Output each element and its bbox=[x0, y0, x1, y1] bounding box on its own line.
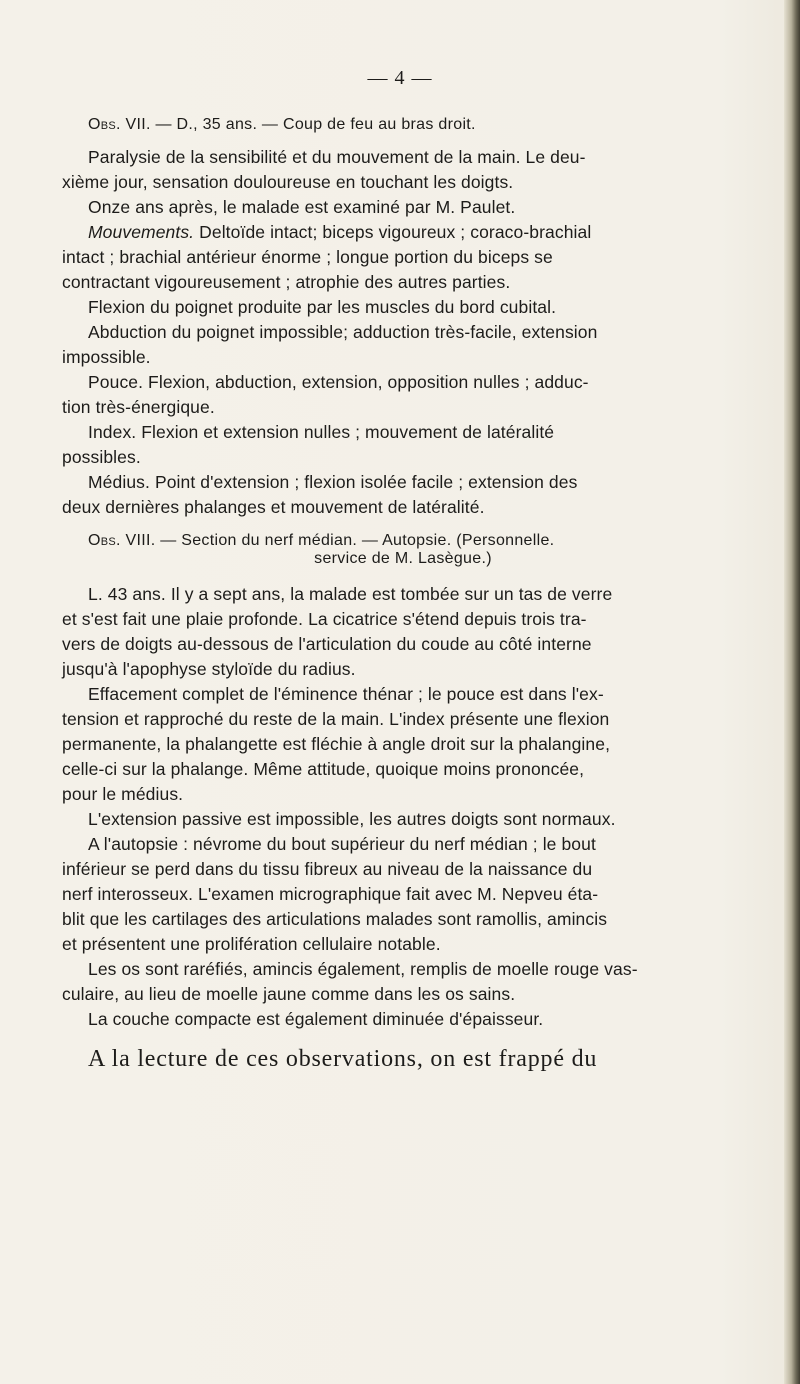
text-line: et présentent une prolifération cellulaire notable. bbox=[62, 934, 441, 954]
obs8-label: Obs. VIII. bbox=[88, 532, 156, 549]
text-line: L. 43 ans. Il y a sept ans, la malade est tombée sur un tas de verre bbox=[88, 584, 613, 604]
text-line: jusqu'à l'apophyse styloïde du radius. bbox=[62, 659, 356, 679]
text-line: nerf interosseux. L'examen micrographique fait avec M. Nepveu éta- bbox=[62, 884, 599, 904]
obs8-heading bbox=[88, 532, 738, 568]
text-line: Abduction du poignet impossible; adduction très-facile, extension bbox=[88, 322, 598, 342]
obs7-paragraph-8 bbox=[62, 470, 752, 520]
obs7-paragraph-7 bbox=[62, 420, 752, 470]
page-number: — 4 — bbox=[367, 67, 433, 89]
obs7-paragraph-6 bbox=[62, 370, 752, 420]
text-line: Paralysie de la sensibilité et du mouvement de la main. Le deu- bbox=[88, 147, 586, 167]
text-line: pour le médius. bbox=[62, 784, 184, 804]
text-line: Médius. Point d'extension ; flexion isolée facile ; extension des bbox=[88, 472, 578, 492]
obs8-heading-line2: service de M. Lasègue.) bbox=[314, 550, 492, 567]
text-line: permanente, la phalangette est fléchie à angle droit sur la phalangine, bbox=[62, 734, 611, 754]
text-line: xième jour, sensation douloureuse en touchant les doigts. bbox=[62, 172, 514, 192]
text-line: A l'autopsie : névrome du bout supérieur du nerf médian ; le bout bbox=[88, 834, 596, 854]
text-line: contractant vigoureusement ; atrophie des autres parties. bbox=[62, 272, 511, 292]
text-line: vers de doigts au-dessous de l'articulation du coude au côté interne bbox=[62, 634, 592, 654]
text-line: intact ; brachial antérieur énorme ; longue portion du biceps se bbox=[62, 247, 553, 267]
obs8-paragraph-5 bbox=[62, 957, 752, 1007]
text-line: tion très-énergique. bbox=[62, 397, 215, 417]
text-line: deux dernières phalanges et mouvement de latéralité. bbox=[62, 497, 485, 517]
text-line: Onze ans après, le malade est examiné par M. Paulet. bbox=[88, 197, 516, 217]
obs8-heading-line1: — Section du nerf médian. — Autopsie. (Personnelle. bbox=[160, 532, 555, 549]
text-line: Deltoïde intact; biceps vigoureux ; coraco-brachial bbox=[199, 222, 592, 242]
obs8-paragraph-3 bbox=[62, 807, 752, 832]
obs7-paragraph-5 bbox=[62, 320, 752, 370]
text-line: possibles. bbox=[62, 447, 141, 467]
obs7-paragraph-2 bbox=[62, 195, 752, 220]
obs7-heading bbox=[88, 116, 748, 134]
obs8-paragraph-1 bbox=[62, 582, 752, 682]
text-line: et s'est fait une plaie profonde. La cicatrice s'étend depuis trois tra- bbox=[62, 609, 587, 629]
text-line: Index. Flexion et extension nulles ; mouvement de latéralité bbox=[88, 422, 555, 442]
text-line: impossible. bbox=[62, 347, 151, 367]
text-line: blit que les cartilages des articulations malades sont ramollis, amincis bbox=[62, 909, 608, 929]
text-line: Effacement complet de l'éminence thénar ; le pouce est dans l'ex- bbox=[88, 684, 604, 704]
obs7-label: Obs. VII. bbox=[88, 116, 151, 133]
obs8-paragraph-2 bbox=[62, 682, 752, 807]
obs7-paragraph-3 bbox=[62, 220, 752, 295]
text-line: Pouce. Flexion, abduction, extension, opposition nulles ; adduc- bbox=[88, 372, 589, 392]
text-line: La couche compacte est également diminuée d'épaisseur. bbox=[88, 1009, 544, 1029]
obs7-paragraph-1 bbox=[62, 145, 752, 195]
text-line: L'extension passive est impossible, les autres doigts sont normaux. bbox=[88, 809, 616, 829]
text-line: inférieur se perd dans du tissu fibreux au niveau de la naissance du bbox=[62, 859, 593, 879]
obs8-paragraph-6 bbox=[62, 1007, 752, 1032]
obs8-paragraph-4 bbox=[62, 832, 752, 957]
obs7-paragraph-4 bbox=[62, 295, 752, 320]
obs7-heading-text: — D., 35 ans. — Coup de feu au bras droit. bbox=[155, 116, 476, 133]
text-line: culaire, au lieu de moelle jaune comme dans les os sains. bbox=[62, 984, 516, 1004]
text-line: Flexion du poignet produite par les muscles du bord cubital. bbox=[88, 297, 557, 317]
page-edge-shadow bbox=[784, 0, 800, 1384]
text-line: Les os sont raréfiés, amincis également, remplis de moelle rouge vas- bbox=[88, 959, 638, 979]
text-line: celle-ci sur la phalange. Même attitude, quoique moins prononcée, bbox=[62, 759, 585, 779]
mouvements-label: Mouvements. bbox=[88, 222, 195, 242]
text-line: tension et rapproché du reste de la main. L'index présente une flexion bbox=[62, 709, 610, 729]
closing-line: A la lecture de ces observations, on est frappé du bbox=[88, 1046, 598, 1072]
